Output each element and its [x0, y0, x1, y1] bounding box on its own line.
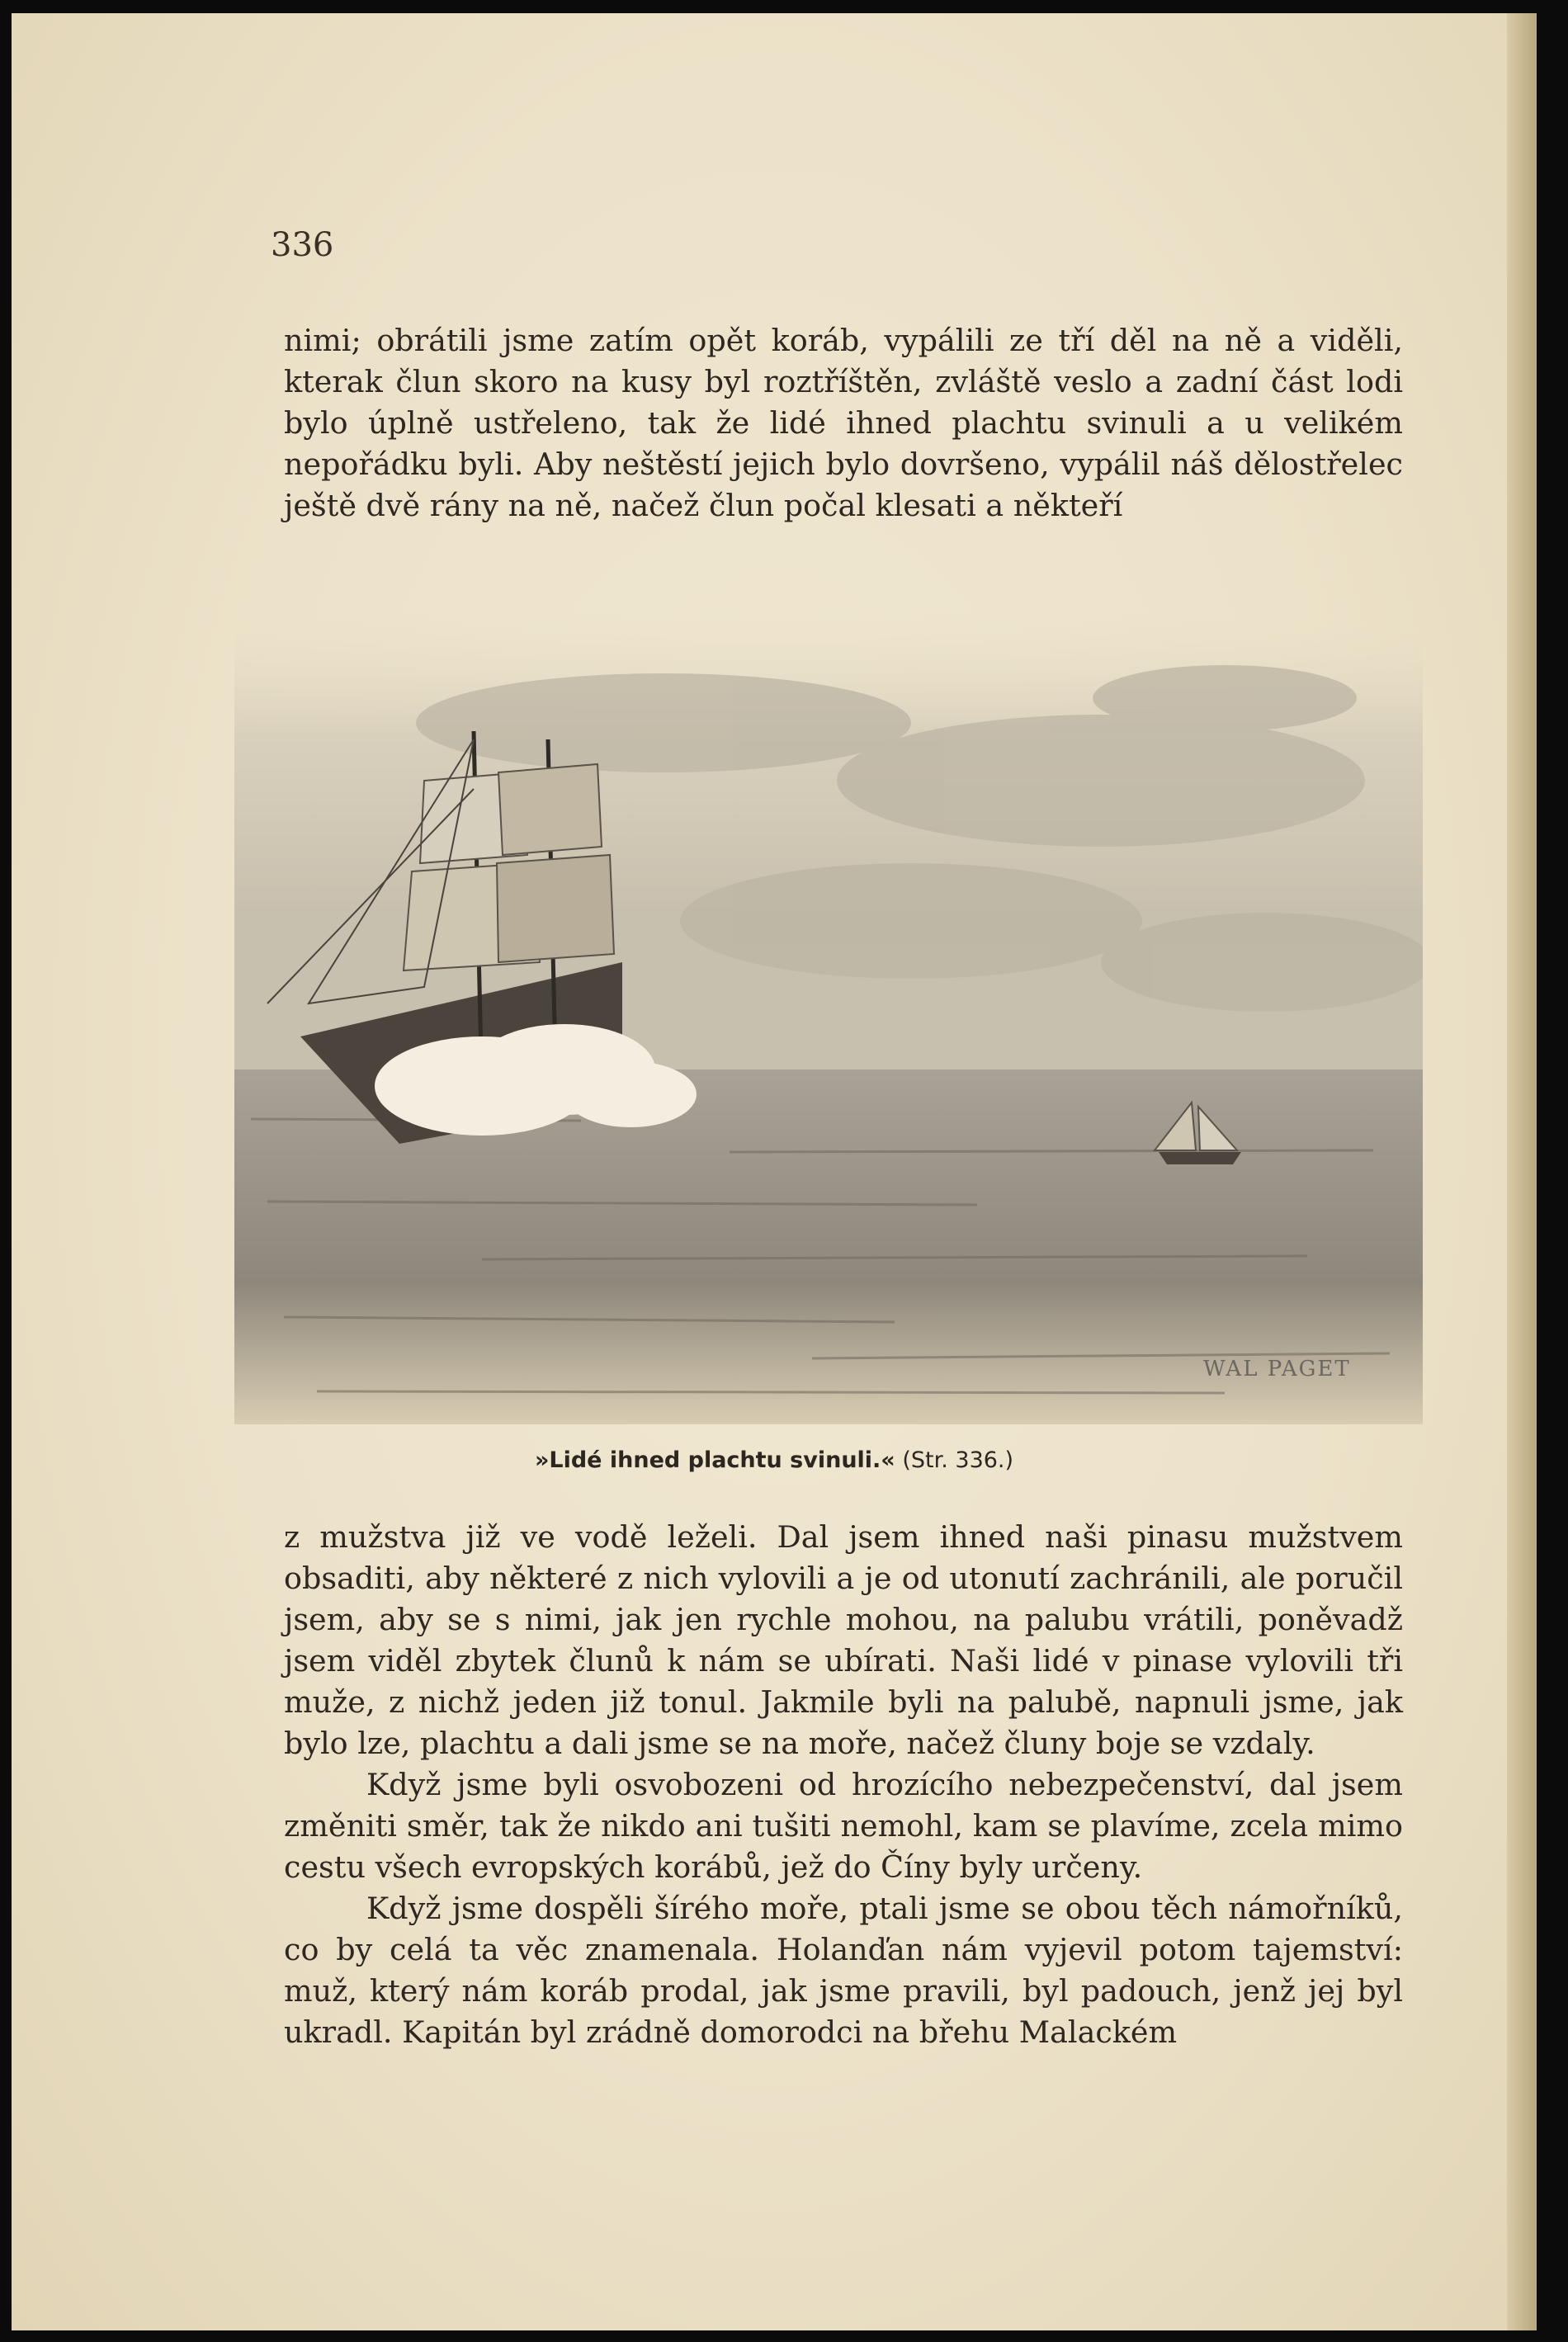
- illustration-caption: [12, 1447, 1537, 1473]
- ship-illustration: [234, 574, 1423, 1433]
- page-number: 336: [271, 226, 334, 264]
- paragraph: z mužstva již ve vodě leželi. Dal jsem ihned naši pinasu mužstvem obsaditi, aby některé z nich vylovili a je od utonutí zachránili, ale poručil jsem, aby se s nimi, jak jen rychle mohou, na palubu vrátili, poněvadž jsem viděl zbytek člunů k nám se ubírati. Naši lidé v pinase vylovili tři muže, z nichž jeden již tonul. Jakmile byli na palubě, napnuli jsme, jak bylo lze, plachtu a dali jsme se na moře, načež čluny boje se vzdaly.: [284, 1519, 1403, 1761]
- caption-quote: »Lidé ihned plachtu svinuli.«: [534, 1447, 895, 1473]
- artist-signature: WAL PAGET: [1203, 1357, 1351, 1381]
- book-page: [12, 13, 1537, 2330]
- paragraph: nimi; obrátili jsme zatím opět koráb, vypálili ze tří děl na ně a viděli, kterak člun skoro na kusy byl roztříštěn, zvláště veslo a zadní část lodi bylo úplně ustřeleno, tak že lidé ihned plachtu svinuli a u velikém nepořádku byli. Aby neštěstí jejich bylo dovršeno, vypálil náš dělostřelec ještě dvě rány na ně, načež člun počal klesati a někteří: [284, 323, 1403, 523]
- paragraph: Když jsme byli osvobozeni od hrozícího nebezpečenství, dal jsem změniti směr, tak že nikdo ani tušiti nemohl, kam se plavíme, zcela mimo cestu všech evropských korábů, jež do Číny byly určeny.: [284, 1767, 1403, 1885]
- text-block-bottom: [284, 1517, 1403, 2053]
- paragraph: Když jsme dospěli šírého moře, ptali jsme se obou těch námořníků, co by celá ta věc znamenala. Holanďan nám vyjevil potom tajemství: muž, který nám koráb prodal, jak jsme pravili, byl padouch, jenž jej byl ukradl. Kapitán byl zrádně domorodci na břehu Malackém: [284, 1891, 1403, 2050]
- text-block-top: [284, 320, 1403, 526]
- page-edge: [1507, 13, 1537, 2330]
- caption-reference: (Str. 336.): [902, 1447, 1014, 1473]
